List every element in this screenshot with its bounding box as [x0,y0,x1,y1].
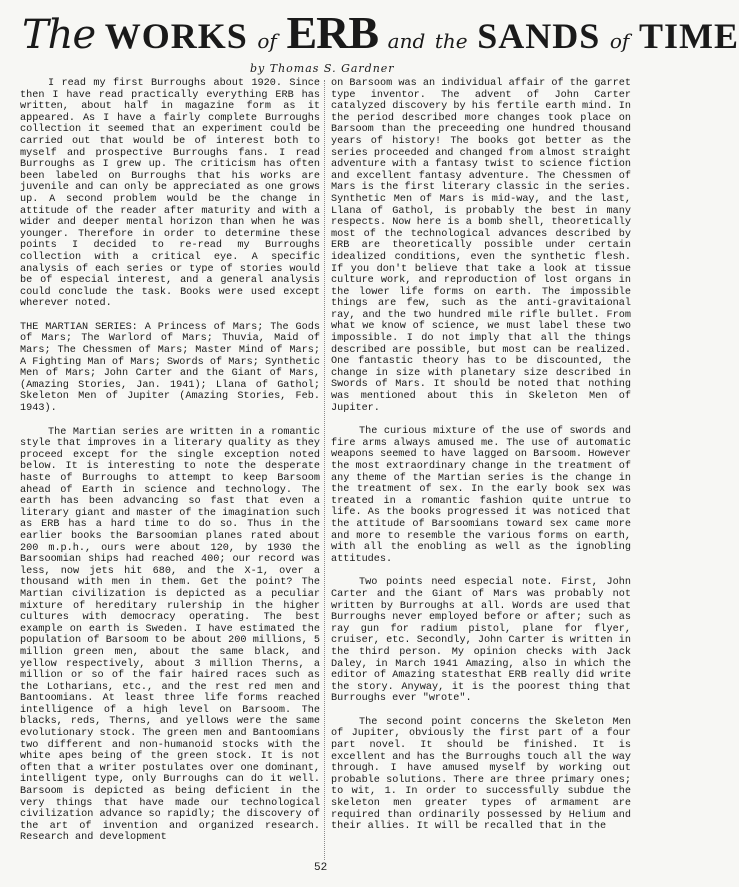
title-word-the-2: the [434,29,468,53]
column-divider [324,80,325,860]
title-word-of-2: of [609,29,630,53]
paragraph-barsoom-research: on Barsoom was an individual affair of the garret type inventor. The advent of John Carter catalyzed discovery by his fertile earth mind. In the period described more changes took place on Barsoom than the preceeding one hundred thousand years of history! The books got better as the series proceeded and changed from almost straight adventure with a fantasy twist to science fiction and excellent fantasy adventure. The Chessmen of Mars is the first literary classic in the series. Synthetic Men of Mars is mid-way, and the last, Llana of Gathol, is probably the best in many respects. Now here is a bomb shell, theoretically most of the technological advances described by ERB are theoretically possible under certain idealized conditions, even the synthetic flesh. If you don't believe that take a look at tissue culture work, and reproduction of lost organs in the lower life forms on earth. The impossible things are few, such as the anti-gravitaional ray, and the two hundred mile rifle bullet. From what we know of science, we must label these two impossible. I do not imply that all the things described are possible, but most can be realized. One fantastic theory has to be discounted, the change in size with planetary size described in Swords of Mars. It should be noted that nothing was mentioned about this in Skeleton Men of Jupiter. [331,78,631,414]
paragraph-swords-and-sex: The curious mixture of the use of swords and fire arms always amused me. The use of automatic weapons seemed to have lagged on Barsoom. However the most extraordinary change in the treatment of any theme of the Martian series is the change in the treatment of sex. In the early book sex was treated in a romantic fashion quite untrue to life. As the books progressed it was noticed that the attitude of Barsoomians toward sex came more and more to resemble the various forms on earth, with all the enobling as well as the ignobling attitudes. [331,426,631,565]
title-word-time: TIME [638,16,739,56]
right-column [331,78,631,845]
title-word-the: The [22,12,96,58]
paragraph-intro: I read my first Burroughs about 1920. Since then I have read practically everything ERB has written, about half in magazine form as it appeared. As I have a fairly complete Burroughs collection it seemed that an experiment could be carried out that would be of interest both to myself and prospective Burroughs fans. I read Burroughs as I grew up. The criticism has often been labeled on Burroughs that his works are juvenile and can only be appreciated as one grows up. A second problem would be the change in attitude of the reader after maturity and with a wider and deeper mental horizon than when he was younger. Therefore in order to determine these points I decided to re-read my Burroughs collection with a critical eye. A specific analysis of each series or type of stories would be of especial interest, and a general analysis could conclude the task. Books were used except wherever noted. [20,78,320,310]
page-number: 52 [314,862,328,874]
title-word-of: of [257,29,277,53]
left-column [20,78,320,856]
article-title [22,6,739,64]
title-word-works: WORKS [104,16,248,56]
paragraph-two-points: Two points need especial note. First, John Carter and the Giant of Mars was probably not written by Burroughs at all. Words are used that Burroughs never employed before or after; such as ray gun for radium pistol, plane for flyer, cruiser, etc. Secondly, John Carter is written in the third person. My opinion checks with Jack Daley, in March 1941 Amazing, also in which the editor of Amazing statesthat ERB really did write the story. Anyway, it is the poorest thing that Burroughs ever "wrote". [331,577,631,705]
paragraph-martian-style: The Martian series are written in a romantic style that improves in a literary quality as they proceed except for the single exception noted below. It is interesting to note the desperate haste of Burroughs to attempt to keep Barsoom ahead of Earth in science and technology. The earth has been advancing so fast that even a literary giant and master of the imagination such as ERB has a hard time to do so. Thus in the earlier books the Barsoomian planes rated about 200 m.p.h., ours were about 120, by 1930 the Barsoomian ships had reached 400; our record was less, now jets hit 680, and the X-1, over a thousand with men in them. Get the point? The Martian civilization is depicted as a peculiar mixture of hereditary rulership in the higher cultures with democracy operating. The best example on earth is Sweden. I have estimated the population of Barsoom to be about 200 millions, 5 million green men, about the same black, and yellow respectively, about 3 million Therns, a million or so of the fair haired races such as the Lotharians, etc., and the rest red men and Bantoomians. At least three life forms reached intelligence of a high level on Barsoom. The blacks, reds, Therns, and yellows were the same evolutionary stock. The green men and Bantoomians two different and non-humanoid stocks with the white apes being of the green stock. It is not often that a writer postulates over one dominant, intelligent type, only Burroughs can do it well. Barsoom is depicted as being deficient in the very things that have made our technological civilization advance so rapidly; the discovery of the art of invention and organized research. Research and development [20,426,320,844]
byline: by Thomas S. Gardner [250,62,395,75]
title-word-erb: ERB [286,7,379,58]
title-word-and: and [387,29,426,53]
title-word-sands: SANDS [477,16,601,56]
paragraph-martian-series-list: THE MARTIAN SERIES: A Princess of Mars; The Gods of Mars; The Warlord of Mars; Thuvia, Maid of Mars; The Chessmen of Mars; Master Mind of Mars; A Fighting Man of Mars; Swords of Mars; Synthetic Men of Mars; John Carter and the Giant of Mars,(Amazing Stories, Jan. 1941); Llana of Gathol; Skeleton Men of Jupiter (Amazing Stories, Feb. 1943). [20,321,320,415]
paragraph-skeleton-men: The second point concerns the Skeleton Men of Jupiter, obviously the first part of a four part novel. It should be finished. It is excellent and has the Burroughs touch all the way through. I have amused myself by working out probable solutions. There are three primary ones; to wit, 1. In order to successfully subdue the skeleton men greater types of armament are required than ordinarily possessed by Helium and their allies. It will be recalled that in the [331,716,631,833]
